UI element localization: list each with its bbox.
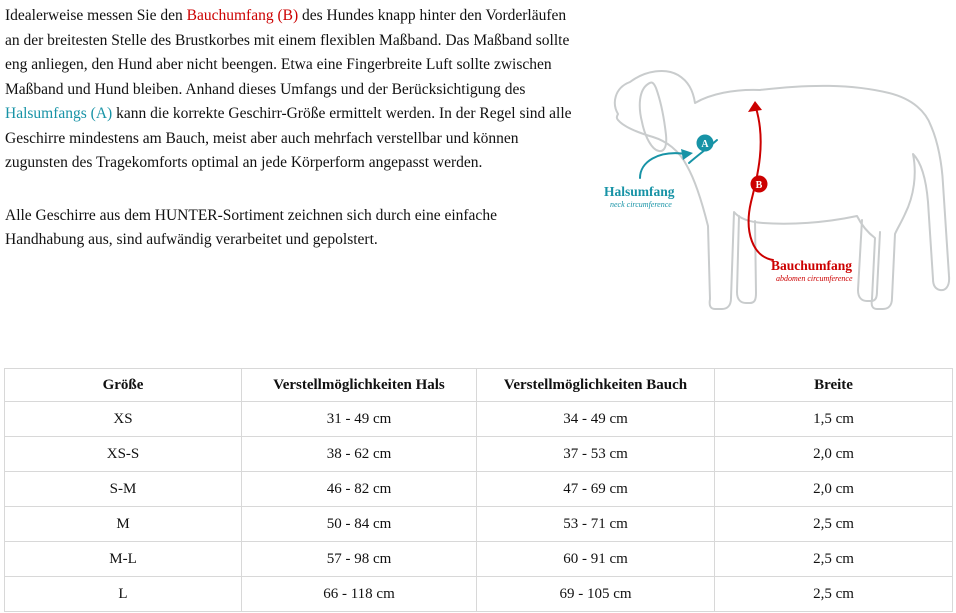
table-cell: 2,5 cm bbox=[715, 542, 953, 577]
dog-far-front-leg-icon bbox=[737, 216, 756, 303]
table-cell: XS-S bbox=[5, 437, 242, 472]
table-cell: 37 - 53 cm bbox=[477, 437, 715, 472]
table-cell: 53 - 71 cm bbox=[477, 507, 715, 542]
table-row bbox=[5, 437, 953, 472]
table-cell: 69 - 105 cm bbox=[477, 577, 715, 612]
table-cell: S-M bbox=[5, 472, 242, 507]
neck-label: Halsumfang bbox=[604, 184, 675, 199]
belly-label: Bauchumfang bbox=[771, 258, 853, 273]
neck-marker-letter: A bbox=[701, 139, 709, 150]
table-cell: M bbox=[5, 507, 242, 542]
neck-arrowhead-icon bbox=[681, 149, 693, 160]
column-header-hals: Verstellmöglichkeiten Hals bbox=[242, 369, 477, 402]
table-cell: 2,0 cm bbox=[715, 472, 953, 507]
table-cell: L bbox=[5, 577, 242, 612]
column-header-breite: Breite bbox=[715, 369, 953, 402]
table-cell: 34 - 49 cm bbox=[477, 402, 715, 437]
belly-measure-group bbox=[748, 101, 853, 283]
neck-arrow-line bbox=[640, 153, 686, 178]
size-table-body bbox=[5, 402, 953, 612]
table-cell: 2,5 cm bbox=[715, 577, 953, 612]
table-cell: 2,0 cm bbox=[715, 437, 953, 472]
table-row bbox=[5, 507, 953, 542]
column-header-groesse: Größe bbox=[5, 369, 242, 402]
table-cell: 2,5 cm bbox=[715, 507, 953, 542]
column-header-bauch: Verstellmöglichkeiten Bauch bbox=[477, 369, 715, 402]
table-cell: 46 - 82 cm bbox=[242, 472, 477, 507]
size-table-header-row bbox=[5, 369, 953, 402]
dog-measurement-diagram bbox=[596, 60, 956, 360]
table-row bbox=[5, 472, 953, 507]
belly-marker-letter: B bbox=[755, 180, 763, 191]
highlight-teal: Halsumfangs (A) bbox=[5, 105, 113, 122]
table-cell: 57 - 98 cm bbox=[242, 542, 477, 577]
table-cell: 47 - 69 cm bbox=[477, 472, 715, 507]
highlight-red: Bauchumfang (B) bbox=[186, 7, 299, 24]
table-row bbox=[5, 542, 953, 577]
table-cell: M-L bbox=[5, 542, 242, 577]
table-cell: 1,5 cm bbox=[715, 402, 953, 437]
neck-sublabel: neck circumference bbox=[610, 200, 672, 209]
paragraph-text: des Hundes knapp hinter den Vorderläufen an der breitesten Stelle des Brustkorbes mit einem flexiblen Maßband. Das Maßband sollte eng anliegen, den Hund aber nicht beengen. Etwa eine Fingerbreite Luft sollte zwischen Maßband und Hund bleiben. Anhand dieses Umfangs und der Berücksichtigung des bbox=[5, 7, 570, 98]
dog-illustration bbox=[596, 60, 956, 360]
table-cell: 38 - 62 cm bbox=[242, 437, 477, 472]
size-table bbox=[4, 368, 953, 612]
intro-paragraph-hunter: Alle Geschirre aus dem HUNTER-Sortiment zeichnen sich durch eine einfache Handhabung aus, sind aufwändig verarbeitet und gepolstert. bbox=[5, 206, 497, 248]
table-cell: 66 - 118 cm bbox=[242, 577, 477, 612]
table-row bbox=[5, 402, 953, 437]
belly-sublabel: abdomen circumference bbox=[776, 274, 853, 283]
size-table-header bbox=[5, 369, 953, 402]
belly-arrowhead-icon bbox=[748, 101, 762, 112]
table-row bbox=[5, 577, 953, 612]
table-cell: 50 - 84 cm bbox=[242, 507, 477, 542]
paragraph-text: kann die korrekte Geschirr-Größe ermittelt werden. In der Regel sind alle Geschirre mindestens am Bauch, meist aber auch mehrfach verstellbar und können zugunsten des Tragekomforts optimal an jede Körperform angepasst werden. bbox=[5, 105, 572, 171]
intro-paragraph-measuring bbox=[5, 4, 580, 176]
table-cell: XS bbox=[5, 402, 242, 437]
table-cell: 60 - 91 cm bbox=[477, 542, 715, 577]
table-cell: 31 - 49 cm bbox=[242, 402, 477, 437]
intro-text-block bbox=[5, 4, 580, 253]
paragraph-text: Idealerweise messen Sie den bbox=[5, 7, 187, 24]
